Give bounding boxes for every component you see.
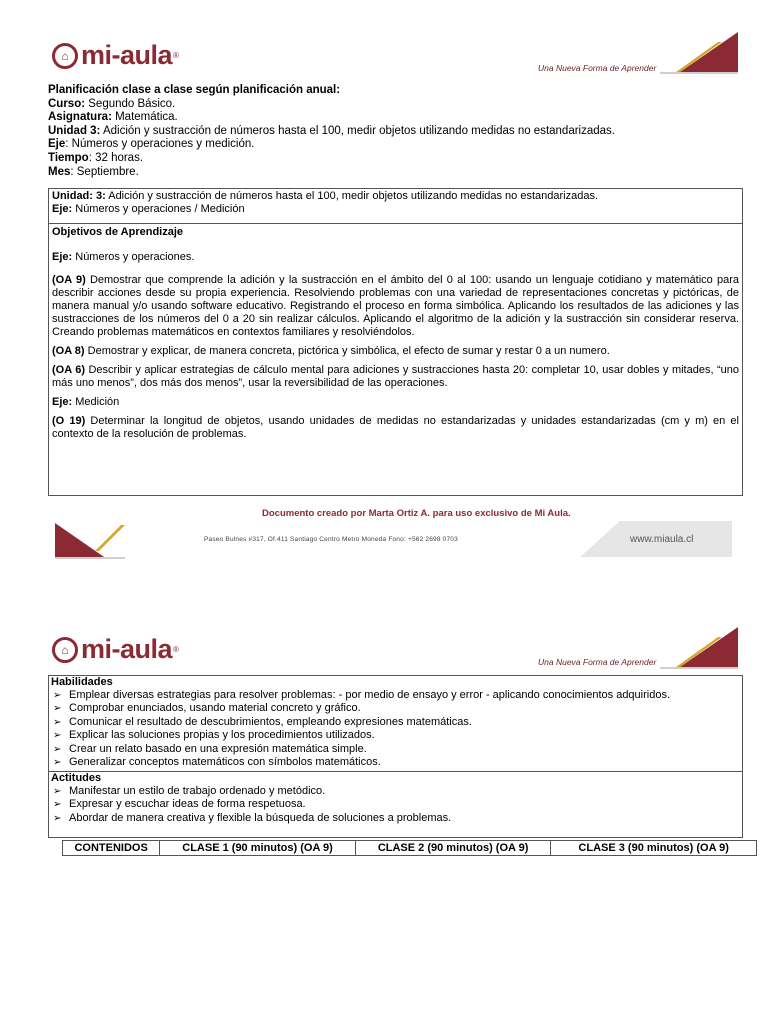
logo-text: mi-aula [81,634,173,664]
graduation-cap-icon: ⌂ [52,637,78,663]
footer-decoration-left [55,521,125,559]
list-item: ➢ Emplear diversas estrategias para resolver problemas: - por medio de ensayo y error - aplicando conocimientos adquiridos. [53,689,671,701]
list-item: ➢ Explicar las soluciones propias y los procedimientos utilizados. [53,729,375,742]
arrow-bullet-icon: ➢ [53,757,62,769]
table-header-cell: CLASE 3 (90 minutos) (OA 9) [551,841,757,856]
unit-box: Unidad: 3: Adición y sustracción de números hasta el 100, medir objetos utilizando medidas no estandarizadas. Eje: Números y operaciones / Medición [48,188,743,224]
arrow-bullet-icon: ➢ [53,690,62,701]
arrow-bullet-icon: ➢ [53,812,62,824]
eje-numeros: Eje: Números y operaciones. [52,251,195,263]
list-item: ➢ Crear un relato basado en una expresión matemática simple. [53,742,367,755]
header-line: Curso: Segundo Básico. [48,97,176,110]
footer-credit: Documento creado por Marta Ortiz A. para uso exclusivo de Mi Aula. [262,508,571,519]
header-decoration [660,30,738,74]
logo [52,40,179,71]
planning-header [48,84,748,179]
arrow-bullet-icon: ➢ [53,716,62,728]
list-item: ➢ Comprobar enunciados, usando material concreto y gráfico. [53,702,361,715]
header-decoration-page2 [660,625,738,669]
arrow-bullet-icon: ➢ [53,743,62,755]
skills-box [48,675,743,838]
objective-oa6: (OA 6) Describir y aplicar estrategias de cálculo mental para adiciones y sustracciones hasta 20: completar 10, usar dobles y mitades, “uno más uno menos”, dos más dos menos”, usar la reversibilidad de las operaciones. [52,364,740,389]
habilidades-list [51,689,740,769]
objectives-title: Objetivos de Aprendizaje [52,226,184,238]
tagline-page2: Una Nueva Forma de Aprender [538,657,657,667]
footer-website[interactable]: www.miaula.cl [630,534,694,545]
list-item: ➢ Abordar de manera creativa y flexible la búsqueda de soluciones a problemas. [53,811,452,824]
footer-address: Paseo Bulnes #317, Of.411 Santiago Centro Metro Moneda Fono: +562 2698 0703 [204,536,458,543]
objective-oa9: (OA 9) Demostrar que comprende la adición y la sustracción en el ámbito del 0 al 100: usando un lenguaje cotidiano y matemático para describir acciones desde su propia experiencia. Resolviendo problemas con una variedad de representaciones concretas y pictóricas, de manera manual y/o usando software educativo. Registrando el proceso en forma simbólica. Aplicando los resultados de las adiciones y las sustracciones de los números del 0 a 20 sin realizar cálculos. Aplicando el algoritmo de la adición y la sustracción sin considerar reserva. Creando problemas matemáticos en contextos familiares y resolviéndolos. [52,274,740,338]
logo-registered-mark: ® [173,51,179,60]
list-item: ➢ Manifestar un estilo de trabajo ordenado y metódico. [53,785,326,797]
habilidades-title: Habilidades [51,676,113,688]
header-line: Unidad 3: Adición y sustracción de números hasta el 100, medir objetos utilizando medidas no estandarizadas. [48,124,615,137]
header-line: Planificación clase a clase según planificación anual: [48,84,341,96]
list-item: ➢ Comunicar el resultado de descubrimientos, empleando expresiones matemáticas. [53,715,472,728]
objectives-box [48,223,743,496]
actitudes-section [49,771,742,825]
arrow-bullet-icon: ➢ [53,786,62,797]
clases-table [62,840,757,856]
logo-registered-mark: ® [173,645,179,654]
arrow-bullet-icon: ➢ [53,703,62,715]
eje-medicion: Eje: Medición [52,396,120,408]
graduation-cap-icon: ⌂ [52,43,78,69]
objective-o19: (O 19) Determinar la longitud de objetos, usando unidades de medidas no estandarizadas y unidades estandarizadas (cm y m) en el contexto de la resolución de problemas. [52,415,739,440]
header-line: Tiempo: 32 horas. [48,151,144,164]
table-header-cell: CLASE 2 (90 minutos) (OA 9) [355,841,551,856]
table-header-cell: CLASE 1 (90 minutos) (OA 9) [160,841,356,856]
logo-text: mi-aula [81,40,173,70]
actitudes-list [51,785,740,825]
actitudes-title: Actitudes [51,772,102,784]
table-header-cell: CONTENIDOS [63,841,160,856]
arrow-bullet-icon: ➢ [53,730,62,742]
logo-page2 [52,634,179,665]
header-line: Mes: Septiembre. [48,165,139,178]
list-item: ➢ Expresar y escuchar ideas de forma respetuosa. [53,798,306,811]
objective-oa8: (OA 8) Demostrar y explicar, de manera concreta, pictórica y simbólica, el efecto de sumar y restar 0 a un numero. [52,345,610,357]
arrow-bullet-icon: ➢ [53,799,62,811]
header-line: Asignatura: Matemática. [48,111,178,124]
table-header-row [63,841,757,856]
header-line: Eje: Números y operaciones y medición. [48,138,255,151]
list-item: ➢ Generalizar conceptos matemáticos con símbolos matemáticos. [53,756,381,769]
tagline: Una Nueva Forma de Aprender [538,63,657,73]
habilidades-section [49,676,742,771]
